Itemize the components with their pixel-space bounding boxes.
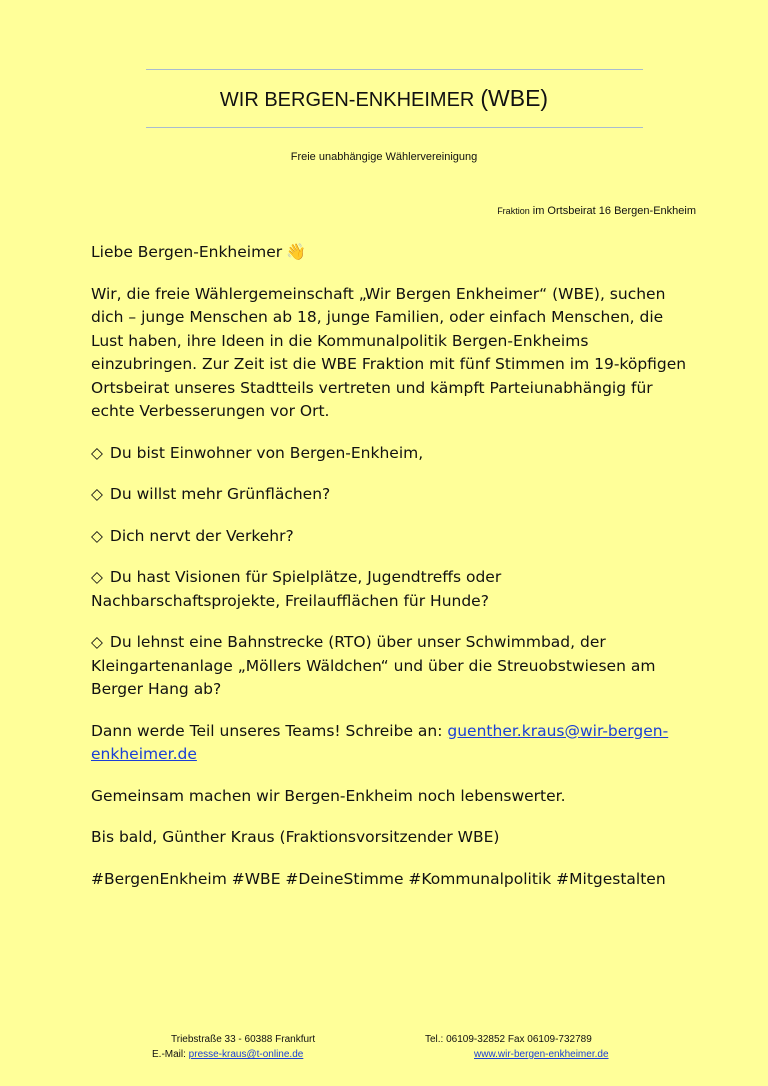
bullet-item <box>91 566 691 613</box>
hashtags: #BergenEnkheim #WBE #DeineStimme #Kommunalpolitik #Mitgestalten <box>91 869 666 888</box>
title-main: WIR BERGEN-ENKHEIMER <box>219 89 475 111</box>
footer-website-link[interactable]: www.wir-bergen-enkheimer.de <box>474 1049 609 1060</box>
cta-paragraph <box>91 720 691 767</box>
diamond-icon: ◇ <box>91 443 103 462</box>
bullet-text: Du hast Visionen für Spielplätze, Jugendtreffs oder Nachbarschaftsprojekte, Freilaufflächen für Hunde? <box>91 568 502 610</box>
bullet-item <box>91 631 691 702</box>
bullet-text: Dich nervt der Verkehr? <box>109 526 294 545</box>
footer-address: Triebstraße 33 - 60388 Frankfurt <box>171 1034 316 1045</box>
fraktion-label: Fraktion <box>497 206 530 216</box>
bullet-item <box>91 483 691 507</box>
footer-email-link[interactable]: presse-kraus@t-online.de <box>188 1049 304 1060</box>
diamond-icon: ◇ <box>91 633 103 651</box>
footer-email-wrap <box>152 1049 303 1060</box>
bullet-item <box>91 525 691 549</box>
header-rule-top <box>146 69 643 70</box>
bullet-text: Du bist Einwohner von Bergen-Enkheim, <box>109 443 424 462</box>
subtitle: Freie unabhängige Wählervereinigung <box>290 151 478 163</box>
intro-paragraph: Wir, die freie Wählergemeinschaft „Wir Bergen Enkheimer“ (WBE), suchen dich – junge Menschen ab 18, junge Familien, oder einfach Menschen, die Lust haben, ihre Ideen in die Kommunalpolitik Bergen-Enkheims einzubringen. Zur Zeit ist die WBE Fraktion mit fünf Stimmen im 19-köpfigen Ortsbeirat unseres Stadtteils vertreten und kämpft Parteiunabhängig für echte Verbesserungen vor Ort. <box>91 284 687 420</box>
fraktion-line <box>497 205 696 217</box>
cta-text: Dann werde Teil unseres Teams! Schreibe an: <box>91 721 448 740</box>
diamond-icon: ◇ <box>91 568 103 586</box>
greeting <box>91 240 691 265</box>
waving-hand-icon: 👋 <box>286 242 307 261</box>
signature: Bis bald, Günther Kraus (Fraktionsvorsitzender WBE) <box>91 828 500 846</box>
footer-phone: Tel.: 06109-32852 Fax 06109-732789 <box>425 1034 592 1045</box>
greeting-text: Liebe Bergen-Enkheimer <box>91 243 283 261</box>
bullet-text: Du willst mehr Grünflächen? <box>109 485 331 503</box>
contact-email-link[interactable]: guenther.kraus@wir-bergen-enkheimer.de <box>91 721 669 763</box>
diamond-icon: ◇ <box>91 485 103 503</box>
letter-body <box>91 240 691 909</box>
diamond-icon: ◇ <box>91 526 103 545</box>
page-title <box>0 85 768 112</box>
footer-email-label: E.-Mail: <box>152 1049 189 1060</box>
title-abbr: (WBE) <box>480 85 549 111</box>
bullet-item <box>91 442 691 466</box>
bullet-text: Du lehnst eine Bahnstrecke (RTO) über unser Schwimmbad, der Kleingartenanlage „Möllers Wäldchen“ und über die Streuobstwiesen am Berger Hang ab? <box>91 633 656 698</box>
closing-paragraph: Gemeinsam machen wir Bergen-Enkheim noch lebenswerter. <box>91 786 566 805</box>
fraktion-detail: im Ortsbeirat 16 Bergen-Enkheim <box>532 205 696 217</box>
header-rule-bottom <box>146 127 643 128</box>
